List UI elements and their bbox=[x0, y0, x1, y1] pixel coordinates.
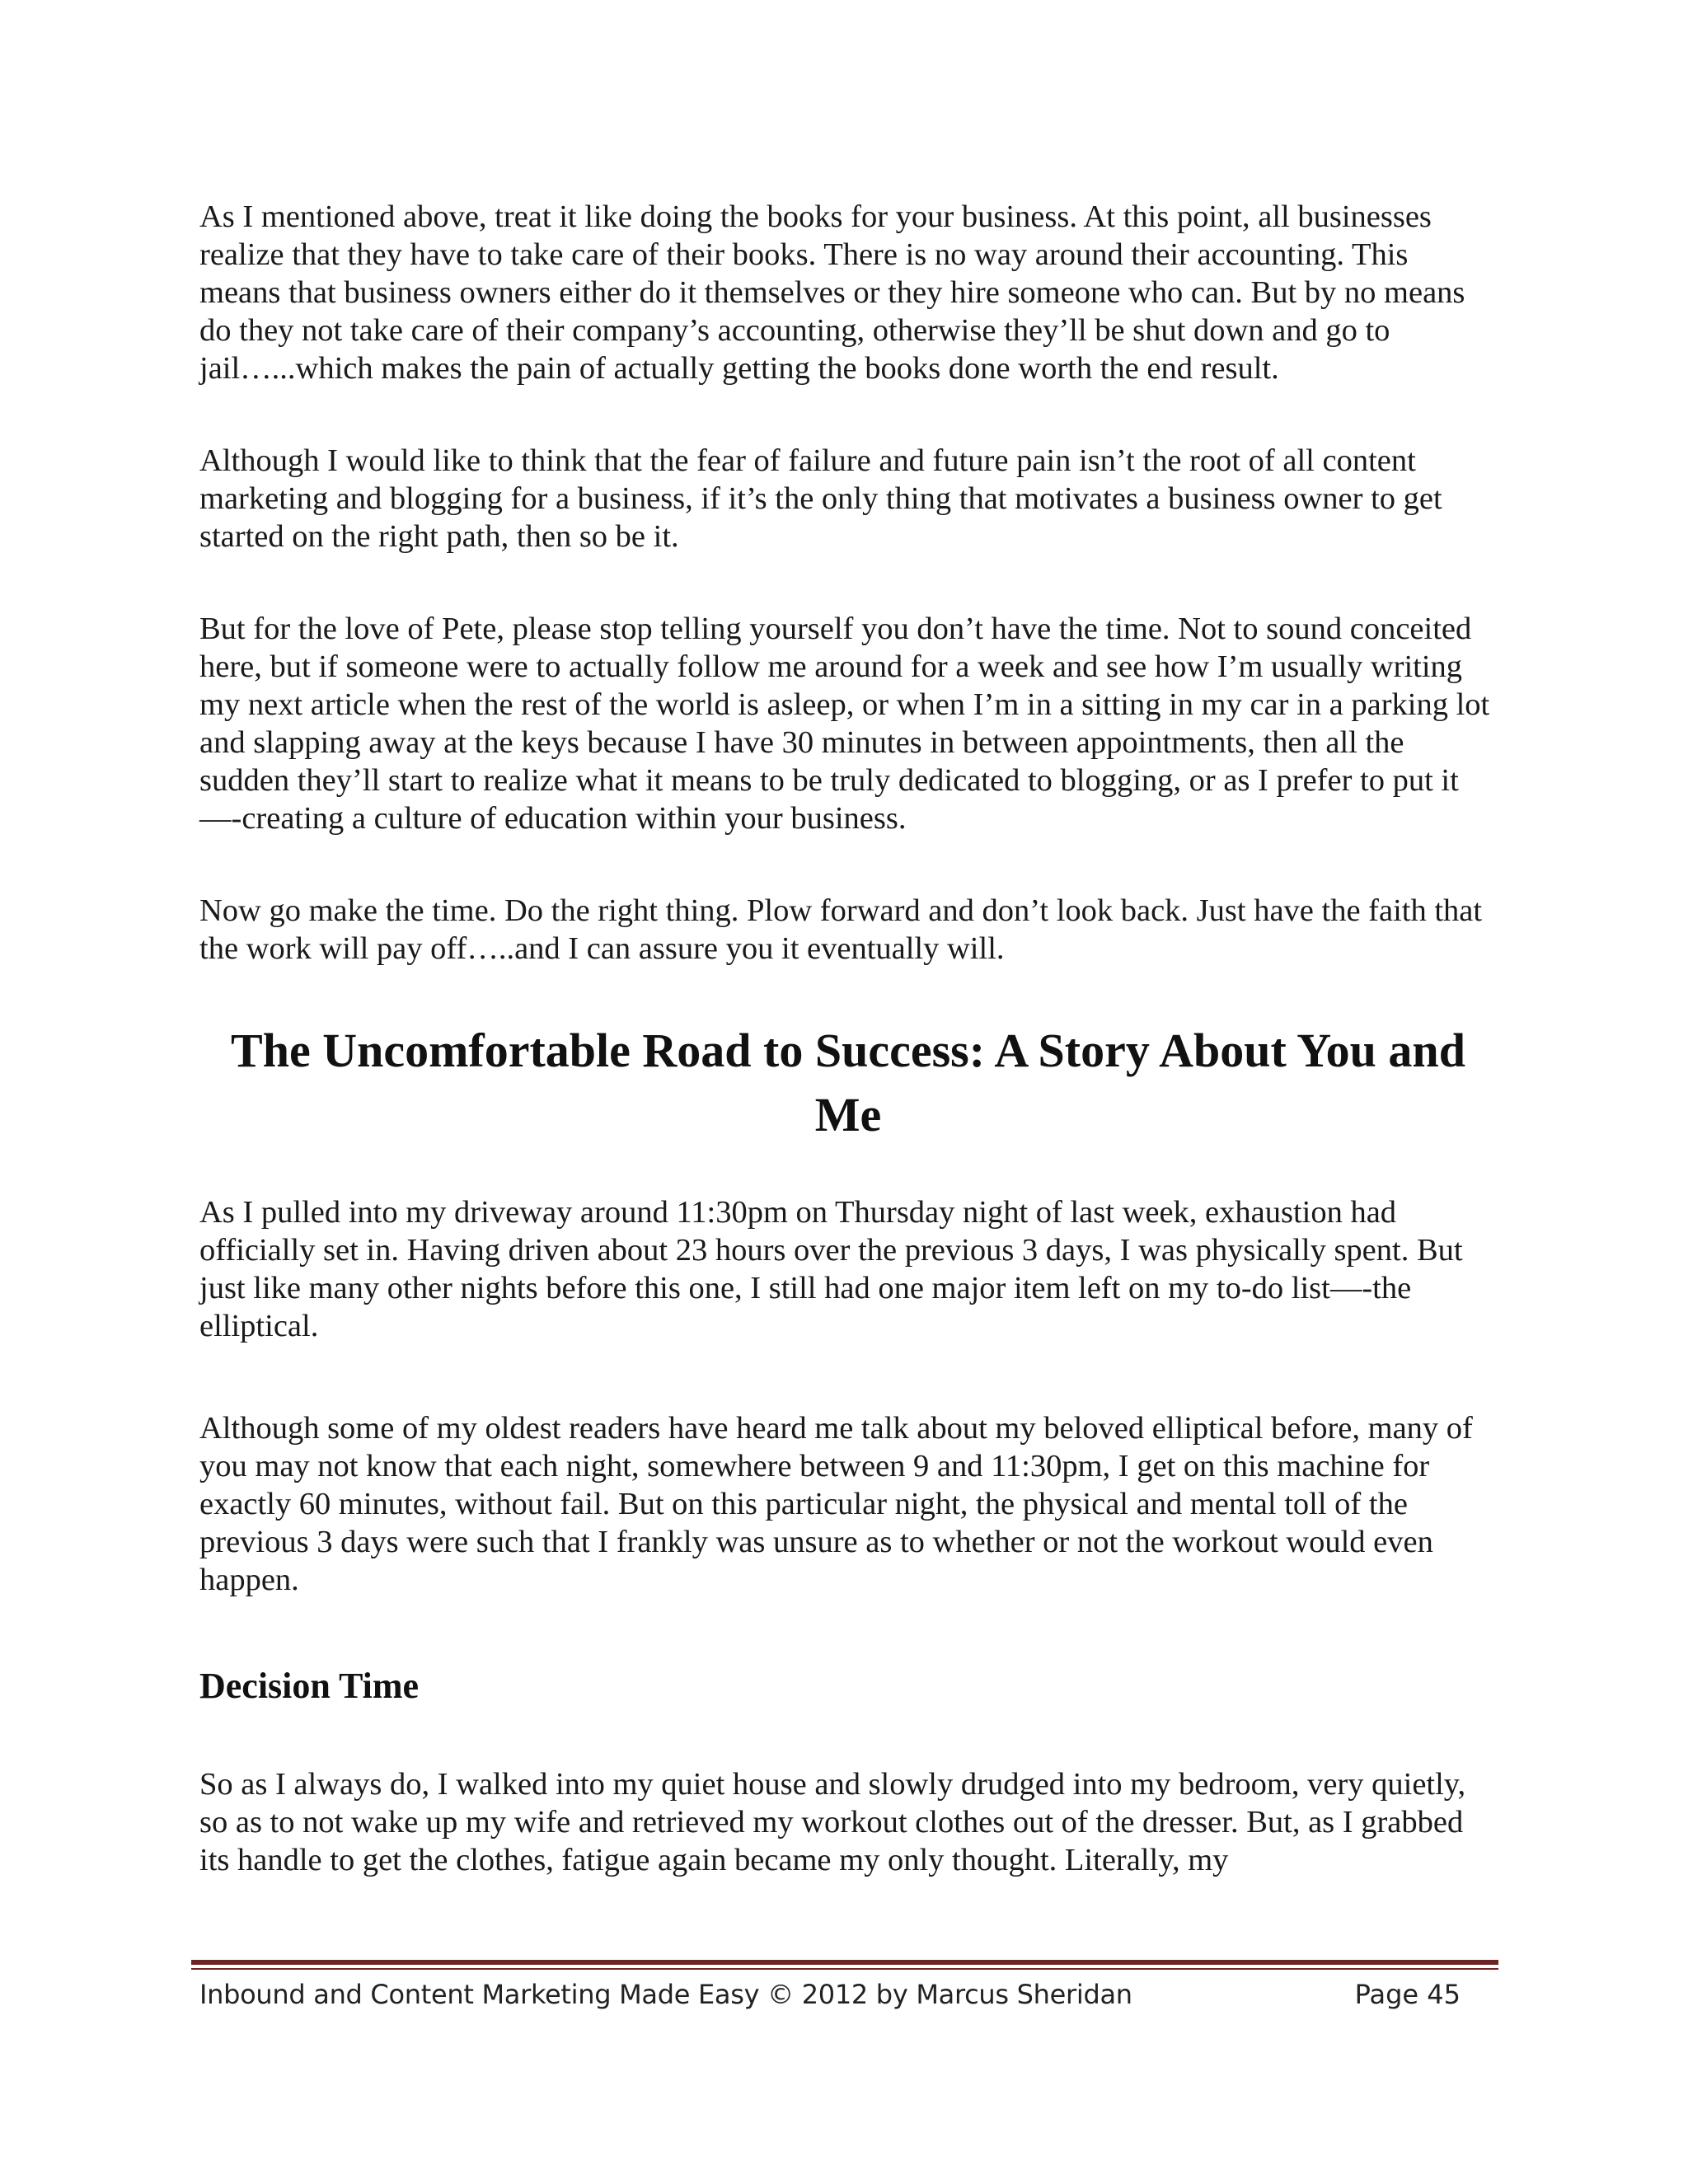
body-paragraph: As I mentioned above, treat it like doing the books for your business. At this point, all businesses realize that they have to take care of their books. There is no way around their accounting. This means that business owners either do it themselves or they hire someone who can. But by no means do they not take care of their company’s accounting, otherwise they’ll be shut down and go to jail…...which makes the pain of actually getting the books done worth the end result. bbox=[199, 199, 1465, 386]
body-paragraph: Now go make the time. Do the right thing. Plow forward and don’t look back. Just have the faith that the work will pay off…..and I can assure you it eventually will. bbox=[199, 893, 1483, 966]
body-paragraph: Although I would like to think that the fear of failure and future pain isn’t the root of all content marketing and blogging for a business, if it’s the only thing that motivates a business owner to get started on the right path, then so be it. bbox=[199, 443, 1442, 554]
body-paragraph: Although some of my oldest readers have heard me talk about my beloved elliptical before, many of you may not know that each night, somewhere between 9 and 11:30pm, I get on this machine for exactly 60 minutes, without fail. But on this particular night, the physical and mental toll of the previous 3 days were such that I frankly was unsure as to whether or not the workout would even happen. bbox=[199, 1411, 1473, 1597]
body-paragraph: As I pulled into my driveway around 11:30pm on Thursday night of last week, exhaustion had officially set in. Having driven about 23 hours over the previous 3 days, I was physically spent. But just like many other nights before this one, I still had one major item left on my to-do list—-the elliptical. bbox=[199, 1195, 1463, 1343]
page-number: Page 45 bbox=[1354, 1979, 1461, 2010]
footer-divider bbox=[191, 1960, 1498, 1965]
section-heading: Decision Time bbox=[199, 1666, 420, 1706]
footer-copyright: Inbound and Content Marketing Made Easy © 2012 by Marcus Sheridan bbox=[199, 1979, 1132, 2010]
body-paragraph: So as I always do, I walked into my quiet house and slowly drudged into my bedroom, very quietly, so as to not wake up my wife and retrieved my workout clothes out of the dresser. But, as I grabbed its handle to get the clothes, fatigue again became my only thought. Literally, my bbox=[199, 1767, 1466, 1877]
footer-divider-thin bbox=[191, 1968, 1498, 1970]
chapter-title: The Uncomfortable Road to Success: A Story About You and Me bbox=[231, 1024, 1465, 1141]
page-content bbox=[199, 198, 1497, 1879]
body-paragraph: But for the love of Pete, please stop telling yourself you don’t have the time. Not to sound conceited here, but if someone were to actually follow me around for a week and see how I’m usually writing my next article when the rest of the world is asleep, or when I’m in a sitting in my car in a parking lot and slapping away at the keys because I have 30 minutes in between appointments, then all the sudden they’ll start to realize what it means to be truly dedicated to blogging, or as I prefer to put it—-creating a culture of education within your business. bbox=[199, 612, 1490, 836]
